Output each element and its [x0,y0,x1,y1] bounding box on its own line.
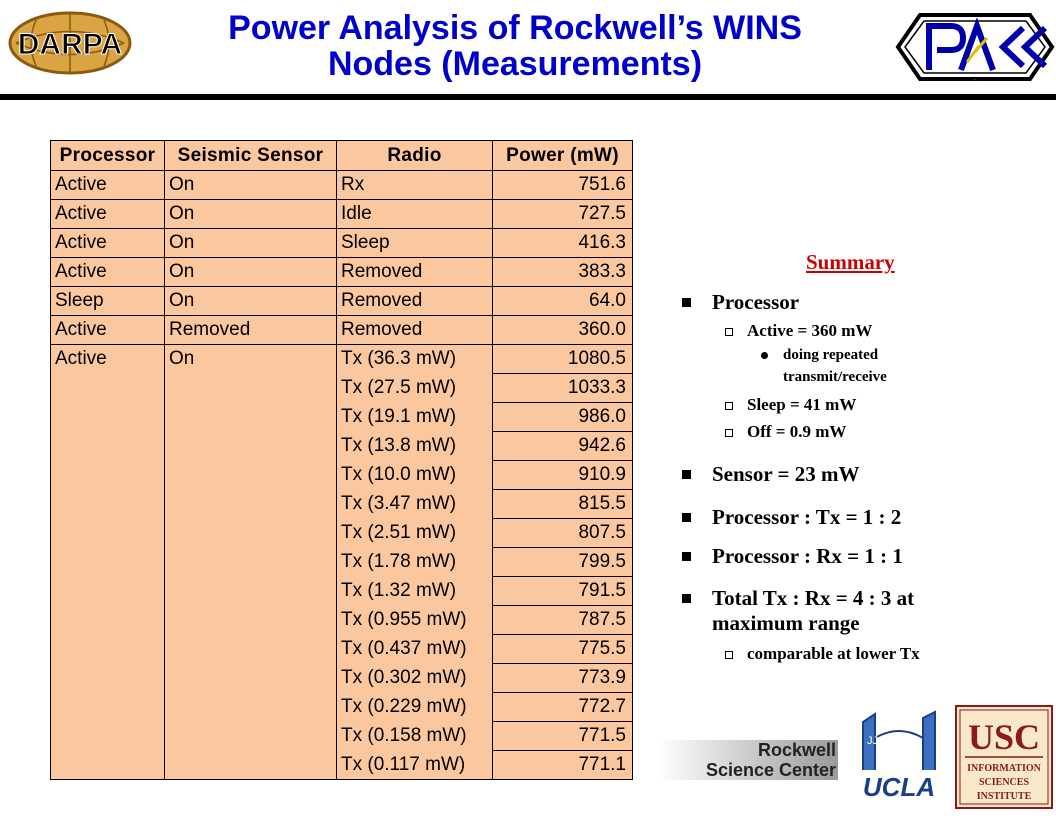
summary-off: Off = 0.9 mW [747,422,847,441]
cell-processor: Sleep [51,287,165,316]
summary-title: Summary [806,250,895,274]
cell-power: 383.3 [493,258,633,287]
cell-radio: Rx [337,171,493,200]
cell-radio: Tx (19.1 mW) [337,403,493,432]
cell-power: 771.5 [493,722,633,751]
table-row [51,519,633,548]
cell-power: 986.0 [493,403,633,432]
usc-logo [955,705,1053,809]
usc-text-3: INSTITUTE [976,791,1032,802]
cell-processor: Active [51,229,165,258]
cell-power: 775.5 [493,635,633,664]
cell-processor [51,606,165,635]
title-line-1: Power Analysis of Rockwell’s WINS [228,9,802,47]
tx-group [51,345,633,780]
rockwell-logo [658,738,838,782]
table-row [51,374,633,403]
bullet-hollow-square-icon [725,328,733,336]
summary-total-2: maximum range [712,611,860,635]
ucla-text: UCLA [862,772,936,802]
table-row [51,461,633,490]
cell-power: 1033.3 [493,374,633,403]
darpa-logo [6,10,134,76]
rockwell-text-1: Rockwell [757,740,836,760]
bullet-square-icon [682,594,691,603]
title-line-2: Nodes (Measurements) [327,45,703,83]
header-power: Power (mW) [493,141,633,171]
cell-radio: Removed [337,316,493,345]
cell-power: 416.3 [493,229,633,258]
summary-proc-tx: Processor : Tx = 1 : 2 [712,505,902,529]
summary-active: Active = 360 mW [747,321,873,340]
cell-processor [51,664,165,693]
table-row [51,432,633,461]
summary-lower: comparable at lower Tx [747,644,920,663]
usc-text: USC [967,717,1041,757]
title-rule [0,94,1056,100]
cell-sensor [165,577,337,606]
summary-processor: Processor [712,290,800,314]
cell-power: 799.5 [493,548,633,577]
table-row [51,316,633,345]
table-row [51,490,633,519]
cell-processor: Active [51,258,165,287]
table-row [51,722,633,751]
pacc-logo [895,12,1055,82]
cell-radio: Sleep [337,229,493,258]
cell-power: 787.5 [493,606,633,635]
bullet-hollow-square-icon [725,429,733,437]
cell-processor [51,432,165,461]
bullet-dot-icon [761,352,768,359]
summary-sensor: Sensor = 23 mW [712,462,860,486]
power-table [50,140,633,780]
cell-radio: Tx (0.437 mW) [337,635,493,664]
summary-active-note-1: doing repeated [783,347,879,363]
bullet-square-icon [682,298,691,307]
cell-radio: Tx (13.8 mW) [337,432,493,461]
cell-power: 727.5 [493,200,633,229]
table-row [51,751,633,780]
cell-radio: Tx (0.158 mW) [337,722,493,751]
cell-sensor [165,722,337,751]
cell-radio: Tx (1.78 mW) [337,548,493,577]
table-row [51,345,633,374]
cell-processor [51,635,165,664]
cell-power: 807.5 [493,519,633,548]
table-row [51,635,633,664]
cell-processor [51,548,165,577]
cell-power: 360.0 [493,316,633,345]
table-row [51,258,633,287]
table-row [51,403,633,432]
usc-text-2: SCIENCES [978,777,1030,788]
cell-sensor [165,403,337,432]
cell-power: 1080.5 [493,345,633,374]
summary-proc-rx: Processor : Rx = 1 : 1 [712,544,903,568]
cell-sensor: On [165,171,337,200]
cell-power: 815.5 [493,490,633,519]
cell-processor: Active [51,345,165,374]
header-seismic-sensor: Seismic Sensor [165,141,337,171]
usc-text-1: INFORMATION [967,763,1041,774]
cell-radio: Removed [337,258,493,287]
cell-processor [51,403,165,432]
cell-processor: Active [51,316,165,345]
cell-processor [51,461,165,490]
cell-sensor [165,490,337,519]
cell-radio: Tx (2.51 mW) [337,519,493,548]
cell-radio: Tx (36.3 mW) [337,345,493,374]
header-processor: Processor [51,141,165,171]
cell-power: 791.5 [493,577,633,606]
cell-sensor [165,461,337,490]
table-row [51,548,633,577]
cell-sensor [165,374,337,403]
table-row [51,606,633,635]
cell-sensor [165,635,337,664]
cell-radio: Tx (0.229 mW) [337,693,493,722]
bullet-square-icon [682,513,691,522]
cell-sensor: On [165,287,337,316]
table-header-row [51,141,633,171]
bullet-hollow-square-icon [725,651,733,659]
bullet-square-icon [682,470,691,479]
cell-radio: Tx (3.47 mW) [337,490,493,519]
cell-radio: Tx (27.5 mW) [337,374,493,403]
pacc-logo-text: PACC [973,80,977,81]
summary-active-note-2: transmit/receive [783,369,887,385]
cell-processor [51,519,165,548]
cell-sensor [165,751,337,780]
cell-power: 771.1 [493,751,633,780]
cell-radio: Tx (10.0 mW) [337,461,493,490]
page-title [140,10,890,82]
cell-power: 942.6 [493,432,633,461]
cell-power: 910.9 [493,461,633,490]
cell-radio: Tx (0.302 mW) [337,664,493,693]
cell-radio: Tx (0.117 mW) [337,751,493,780]
cell-power: 751.6 [493,171,633,200]
table-row [51,171,633,200]
cell-sensor: On [165,258,337,287]
rockwell-text-2: Science Center [705,760,836,780]
cell-sensor [165,519,337,548]
cell-processor [51,374,165,403]
table-row [51,693,633,722]
table-row [51,577,633,606]
summary-total-1: Total Tx : Rx = 4 : 3 at [712,586,915,610]
cell-sensor [165,432,337,461]
cell-processor [51,577,165,606]
summary-sleep: Sleep = 41 mW [747,395,857,414]
table-row [51,229,633,258]
cell-sensor [165,606,337,635]
cell-processor: Active [51,200,165,229]
darpa-logo-text: DARPA [17,28,123,61]
cell-sensor: On [165,200,337,229]
cell-radio: Tx (1.32 mW) [337,577,493,606]
cell-sensor [165,664,337,693]
cell-sensor: Removed [165,316,337,345]
cell-radio: Removed [337,287,493,316]
cell-sensor: On [165,345,337,374]
cell-processor: Active [51,171,165,200]
cell-processor [51,693,165,722]
bullet-square-icon [682,552,691,561]
cell-processor [51,751,165,780]
cell-sensor [165,548,337,577]
table-body [51,171,633,345]
cell-sensor: On [165,229,337,258]
cell-power: 772.7 [493,693,633,722]
cell-power: 64.0 [493,287,633,316]
table-row [51,664,633,693]
cell-power: 773.9 [493,664,633,693]
ucla-logo [855,710,943,802]
cell-processor [51,722,165,751]
bullet-hollow-square-icon [725,402,733,410]
cell-sensor [165,693,337,722]
cell-processor [51,490,165,519]
table-row [51,287,633,316]
cell-radio: Tx (0.955 mW) [337,606,493,635]
header-radio: Radio [337,141,493,171]
table-row [51,200,633,229]
svg-text:JJJ: JJJ [867,735,884,747]
cell-radio: Idle [337,200,493,229]
